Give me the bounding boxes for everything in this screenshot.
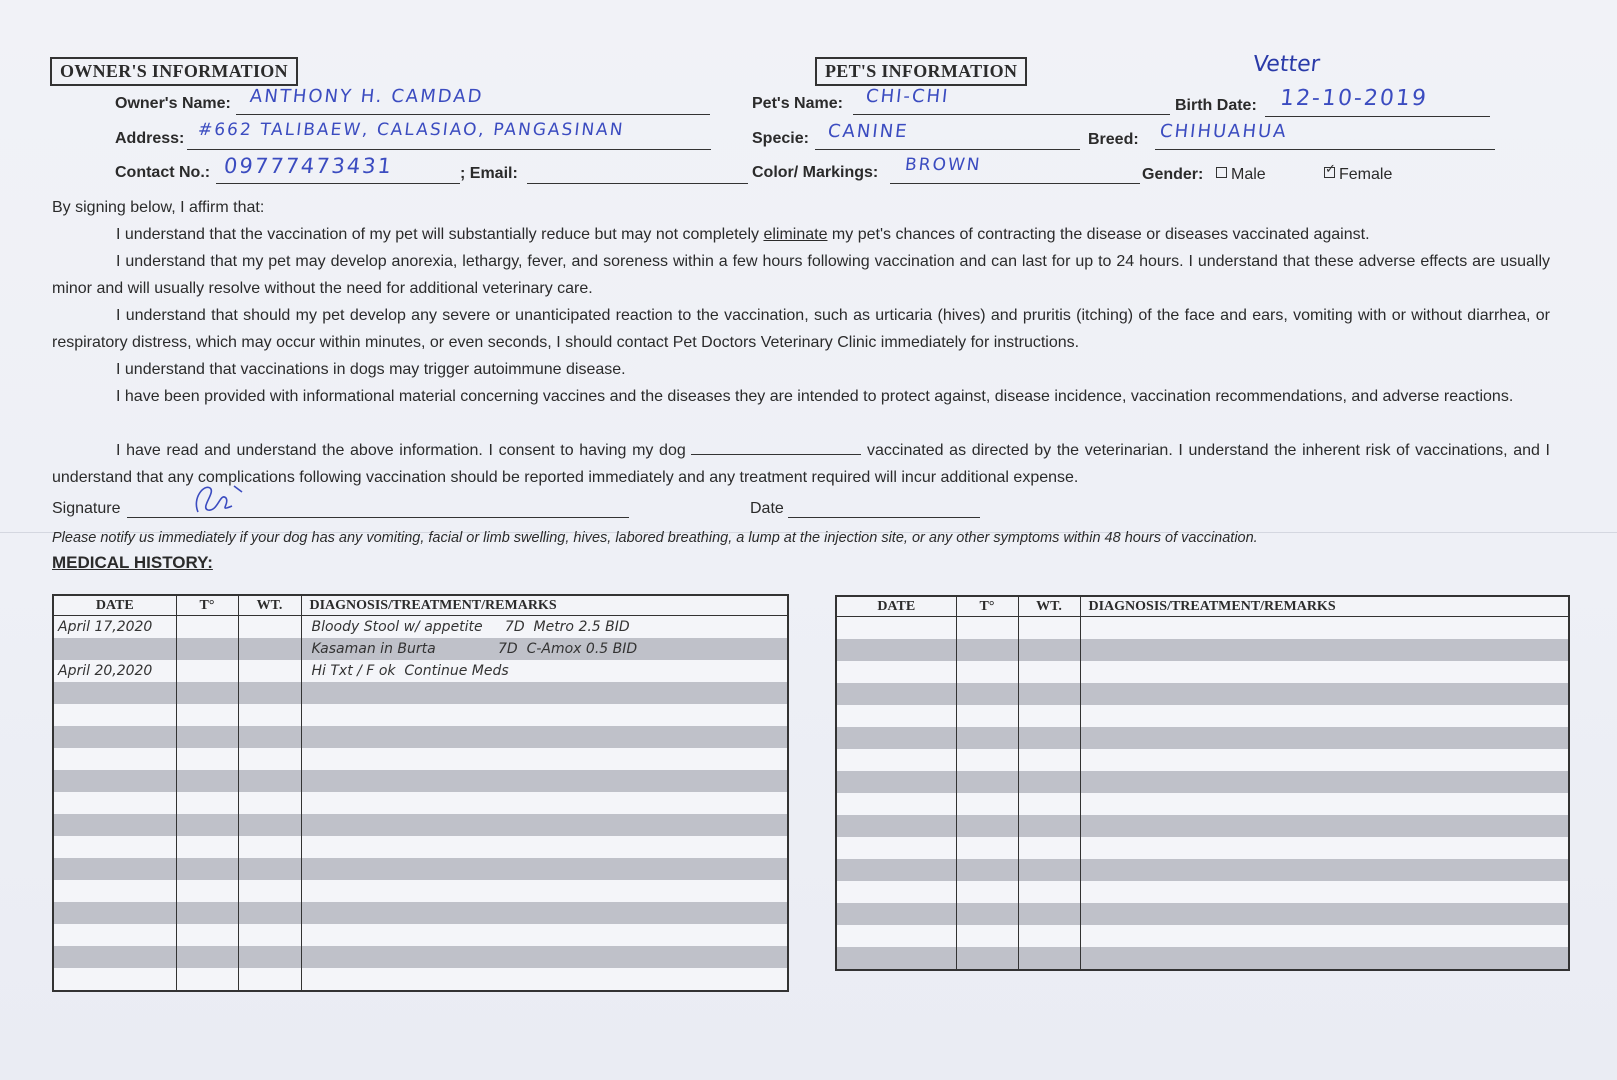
temp-cell[interactable] [176,682,238,704]
temp-cell[interactable] [176,770,238,792]
table-row [836,683,1569,705]
pet-name-label: Pet's Name: [752,95,843,112]
weight-cell[interactable] [1018,925,1080,947]
remarks-cell[interactable]: Kasaman in Burta 7D C-Amox 0.5 BID [301,638,788,660]
consent-paragraph-1: I understand that the vaccination of my pet will substantially reduce but may not completely eliminate my pet's chances of contracting the disease or diseases vaccinated against. [116,226,1370,243]
date-cell[interactable] [53,682,176,704]
temp-cell[interactable] [956,639,1018,661]
date-cell[interactable]: April 20,2020 [53,660,176,682]
table-row [53,660,788,682]
weight-cell[interactable] [238,748,301,770]
remarks-cell[interactable] [301,704,788,726]
table-row [53,814,788,836]
consent-paragraph-5: I have been provided with informational material concerning vaccines and the diseases they are intended to protect against, disease incidence, vaccination recommendations, and adverse reactions. [116,388,1514,405]
birth-date-label: Birth Date: [1175,97,1257,114]
date-cell[interactable] [836,837,956,859]
col-weight-header: WT. [238,595,301,616]
col-weight-header: WT. [1018,596,1080,617]
date-cell[interactable] [53,858,176,880]
weight-cell[interactable] [238,616,301,639]
medical-history-table-left [52,594,789,992]
gender-label: Gender: [1142,166,1204,183]
table-row [53,880,788,902]
temp-cell[interactable] [176,792,238,814]
temp-cell[interactable] [176,880,238,902]
gender-female-option[interactable] [1318,161,1393,184]
remarks-cell[interactable] [301,726,788,748]
col-remarks-header: DIAGNOSIS/TREATMENT/REMARKS [1080,596,1569,617]
remarks-cell[interactable] [1080,705,1569,727]
temp-cell[interactable] [176,902,238,924]
weight-cell[interactable] [1018,639,1080,661]
table-row [53,924,788,946]
table-row [53,792,788,814]
remarks-cell[interactable] [1080,859,1569,881]
temp-cell[interactable] [176,968,238,991]
weight-cell[interactable] [238,682,301,704]
table-row [53,638,788,660]
date-cell[interactable] [53,638,176,660]
date-cell[interactable] [53,968,176,991]
remarks-cell[interactable] [1080,749,1569,771]
weight-cell[interactable] [238,770,301,792]
temp-cell[interactable] [956,727,1018,749]
consent-paragraph-4: I understand that vaccinations in dogs may trigger autoimmune disease. [116,361,626,378]
remarks-cell[interactable] [1080,881,1569,903]
temp-cell[interactable] [956,925,1018,947]
col-remarks-header: DIAGNOSIS/TREATMENT/REMARKS [301,595,788,616]
contact-value[interactable]: 09777473431 [222,154,395,178]
table-row [53,616,788,639]
remarks-cell[interactable] [301,924,788,946]
table-row [836,859,1569,881]
remarks-cell[interactable] [1080,771,1569,793]
temp-cell[interactable] [176,638,238,660]
medical-history-title: MEDICAL HISTORY: [52,553,213,572]
signature-label: Signature [52,500,121,517]
temp-cell[interactable] [176,726,238,748]
male-label: Male [1231,166,1266,183]
remarks-cell[interactable]: Bloody Stool w/ appetite 7D Metro 2.5 BID [301,616,788,639]
table-row [836,881,1569,903]
check-mark-icon: ✓ [1325,161,1336,176]
date-cell[interactable] [836,793,956,815]
weight-cell[interactable] [1018,749,1080,771]
table-row [53,726,788,748]
consent-paragraph-6: I have read and understand the above information. I consent to having my dog vaccinated as directed by the veterinarian. I understand the inherent risk of vaccinations, and I understand that any complications following vaccination should be reported immediately and any treatment required will incur additional expense. [52,442,1550,486]
contact-label: Contact No.: [115,164,211,181]
table-row [836,749,1569,771]
temp-cell[interactable] [176,748,238,770]
temp-cell[interactable] [176,836,238,858]
temp-cell[interactable] [176,814,238,836]
weight-cell[interactable] [1018,881,1080,903]
date-cell[interactable] [836,947,956,970]
table-row [53,946,788,968]
weight-cell[interactable] [1018,815,1080,837]
remarks-cell[interactable] [301,968,788,991]
remarks-cell[interactable] [301,682,788,704]
female-checkbox[interactable] [1324,161,1336,178]
temp-cell[interactable] [956,815,1018,837]
date-cell[interactable] [836,771,956,793]
table-row [836,815,1569,837]
temp-cell[interactable] [956,881,1018,903]
weight-cell[interactable] [238,968,301,991]
weight-cell[interactable] [238,638,301,660]
table-row [53,858,788,880]
remarks-cell[interactable] [301,792,788,814]
corner-handwritten-note: Vetter [1251,52,1322,77]
weight-cell[interactable] [238,902,301,924]
table-row [836,837,1569,859]
weight-cell[interactable] [1018,793,1080,815]
date-cell[interactable] [53,946,176,968]
date-cell[interactable] [53,748,176,770]
temp-cell[interactable] [956,947,1018,970]
weight-cell[interactable] [1018,683,1080,705]
address-label: Address: [115,130,185,147]
specie-value[interactable]: CANINE [826,121,910,142]
weight-cell[interactable] [1018,617,1080,640]
address-value[interactable]: #662 TALIBAEW, CALASIAO, PANGASINAN [196,120,626,140]
date-cell[interactable] [53,770,176,792]
date-cell[interactable] [836,859,956,881]
date-cell[interactable] [836,749,956,771]
col-date-header: DATE [836,596,956,617]
pet-section-title: PET'S INFORMATION [815,57,1027,86]
date-line[interactable] [788,497,980,518]
remarks-cell[interactable] [301,946,788,968]
weight-cell[interactable] [1018,947,1080,970]
breed-value[interactable]: CHIHUAHUA [1158,121,1289,142]
temp-cell[interactable] [956,617,1018,640]
table-row [836,617,1569,640]
breed-label: Breed: [1088,131,1139,148]
weight-cell[interactable] [238,858,301,880]
date-cell[interactable] [836,925,956,947]
remarks-cell[interactable] [1080,925,1569,947]
date-cell[interactable]: April 17,2020 [53,616,176,639]
temp-cell[interactable] [956,705,1018,727]
remarks-cell[interactable] [1080,947,1569,970]
table-row [836,727,1569,749]
table-row [53,682,788,704]
pet-name-value[interactable]: CHI-CHI [864,86,951,107]
col-temp-header: T° [956,596,1018,617]
weight-cell[interactable] [238,726,301,748]
weight-cell[interactable] [238,660,301,682]
date-cell[interactable] [53,902,176,924]
temp-cell[interactable] [956,837,1018,859]
date-cell[interactable] [53,880,176,902]
date-cell[interactable] [836,815,956,837]
weight-cell[interactable] [1018,661,1080,683]
date-cell[interactable] [836,705,956,727]
owner-name-label: Owner's Name: [115,95,231,112]
remarks-cell[interactable] [1080,639,1569,661]
table-row [836,793,1569,815]
date-cell[interactable] [836,727,956,749]
weight-cell[interactable] [238,924,301,946]
temp-cell[interactable] [956,661,1018,683]
date-cell[interactable] [53,726,176,748]
dog-name-blank[interactable] [691,440,861,455]
birth-date-value[interactable]: 12-10-2019 [1278,86,1430,111]
weight-cell[interactable] [1018,771,1080,793]
col-temp-header: T° [176,595,238,616]
remarks-cell[interactable] [1080,815,1569,837]
weight-cell[interactable] [1018,903,1080,925]
temp-cell[interactable] [176,660,238,682]
table-row [53,968,788,991]
weight-cell[interactable] [238,814,301,836]
temp-cell[interactable] [176,946,238,968]
weight-cell[interactable] [1018,859,1080,881]
temp-cell[interactable] [956,793,1018,815]
table-row [53,902,788,924]
remarks-cell[interactable] [1080,837,1569,859]
table-row [53,704,788,726]
remarks-cell[interactable] [301,858,788,880]
date-cell[interactable] [53,704,176,726]
table-row [53,748,788,770]
remarks-cell[interactable] [1080,683,1569,705]
owner-section-title: OWNER'S INFORMATION [50,57,298,86]
email-label: ; Email: [460,165,518,182]
female-label: Female [1339,166,1393,183]
temp-cell[interactable] [176,616,238,639]
weight-cell[interactable] [238,836,301,858]
date-cell[interactable] [53,836,176,858]
col-date-header: DATE [53,595,176,616]
table-row [836,925,1569,947]
remarks-cell[interactable] [301,770,788,792]
remarks-cell[interactable] [301,814,788,836]
male-checkbox[interactable] [1216,167,1227,178]
temp-cell[interactable] [176,924,238,946]
specie-label: Specie: [752,130,809,147]
temp-cell[interactable] [956,771,1018,793]
weight-cell[interactable] [238,946,301,968]
temp-cell[interactable] [956,749,1018,771]
remarks-cell[interactable] [301,880,788,902]
table-row [836,947,1569,970]
remarks-cell[interactable] [1080,727,1569,749]
temp-cell[interactable] [956,859,1018,881]
date-cell[interactable] [53,924,176,946]
temp-cell[interactable] [176,704,238,726]
table-row [836,661,1569,683]
date-cell[interactable] [836,683,956,705]
notice-text: Please notify us immediately if your dog has any vomiting, facial or limb swelling, hives, labored breathing, a lump at the injection site, or any other symptoms within 48 hours of vaccination. [52,530,1258,546]
date-cell[interactable] [836,617,956,640]
date-label: Date [750,500,784,517]
weight-cell[interactable] [1018,705,1080,727]
table-row [836,639,1569,661]
weight-cell[interactable] [238,792,301,814]
date-cell[interactable] [53,814,176,836]
temp-cell[interactable] [956,683,1018,705]
consent-intro: By signing below, I affirm that: [52,199,265,216]
table-row [836,771,1569,793]
color-label: Color/ Markings: [752,164,879,181]
date-cell[interactable] [836,881,956,903]
date-cell[interactable] [836,639,956,661]
temp-cell[interactable] [176,858,238,880]
signature-scribble [190,478,250,518]
temp-cell[interactable] [956,903,1018,925]
remarks-cell[interactable] [301,836,788,858]
weight-cell[interactable] [238,704,301,726]
table-row [53,770,788,792]
gender-male-option[interactable] [1210,166,1266,184]
table-row [53,836,788,858]
weight-cell[interactable] [1018,727,1080,749]
remarks-cell[interactable] [301,748,788,770]
date-cell[interactable] [836,903,956,925]
weight-cell[interactable] [1018,837,1080,859]
remarks-cell[interactable]: Hi Txt / F ok Continue Meds [301,660,788,682]
color-value[interactable]: BROWN [903,155,983,175]
date-cell[interactable] [53,792,176,814]
table-row [836,903,1569,925]
remarks-cell[interactable] [1080,617,1569,640]
remarks-cell[interactable] [1080,661,1569,683]
consent-paragraph-3: I understand that should my pet develop any severe or unanticipated reaction to the vaccination, such as urticaria (hives) and pruritis (itching) of the face and ears, vomiting with or without diarrhea, or respiratory distress, which may occur within minutes, or even seconds, I should contact Pet Doctors Veterinary Clinic immediately for instructions. [52,307,1550,351]
remarks-cell[interactable] [1080,793,1569,815]
weight-cell[interactable] [238,880,301,902]
date-cell[interactable] [836,661,956,683]
table-row [836,705,1569,727]
remarks-cell[interactable] [1080,903,1569,925]
remarks-cell[interactable] [301,902,788,924]
owner-name-value[interactable]: ANTHONY H. CAMDAD [248,86,485,107]
medical-history-table-right [835,595,1570,971]
email-field[interactable] [527,163,748,184]
consent-paragraph-2: I understand that my pet may develop anorexia, lethargy, fever, and soreness within a few hours following vaccination and can last for up to 24 hours. I understand that these adverse effects are usually minor and will usually resolve without the need for additional veterinary care. [52,253,1550,297]
